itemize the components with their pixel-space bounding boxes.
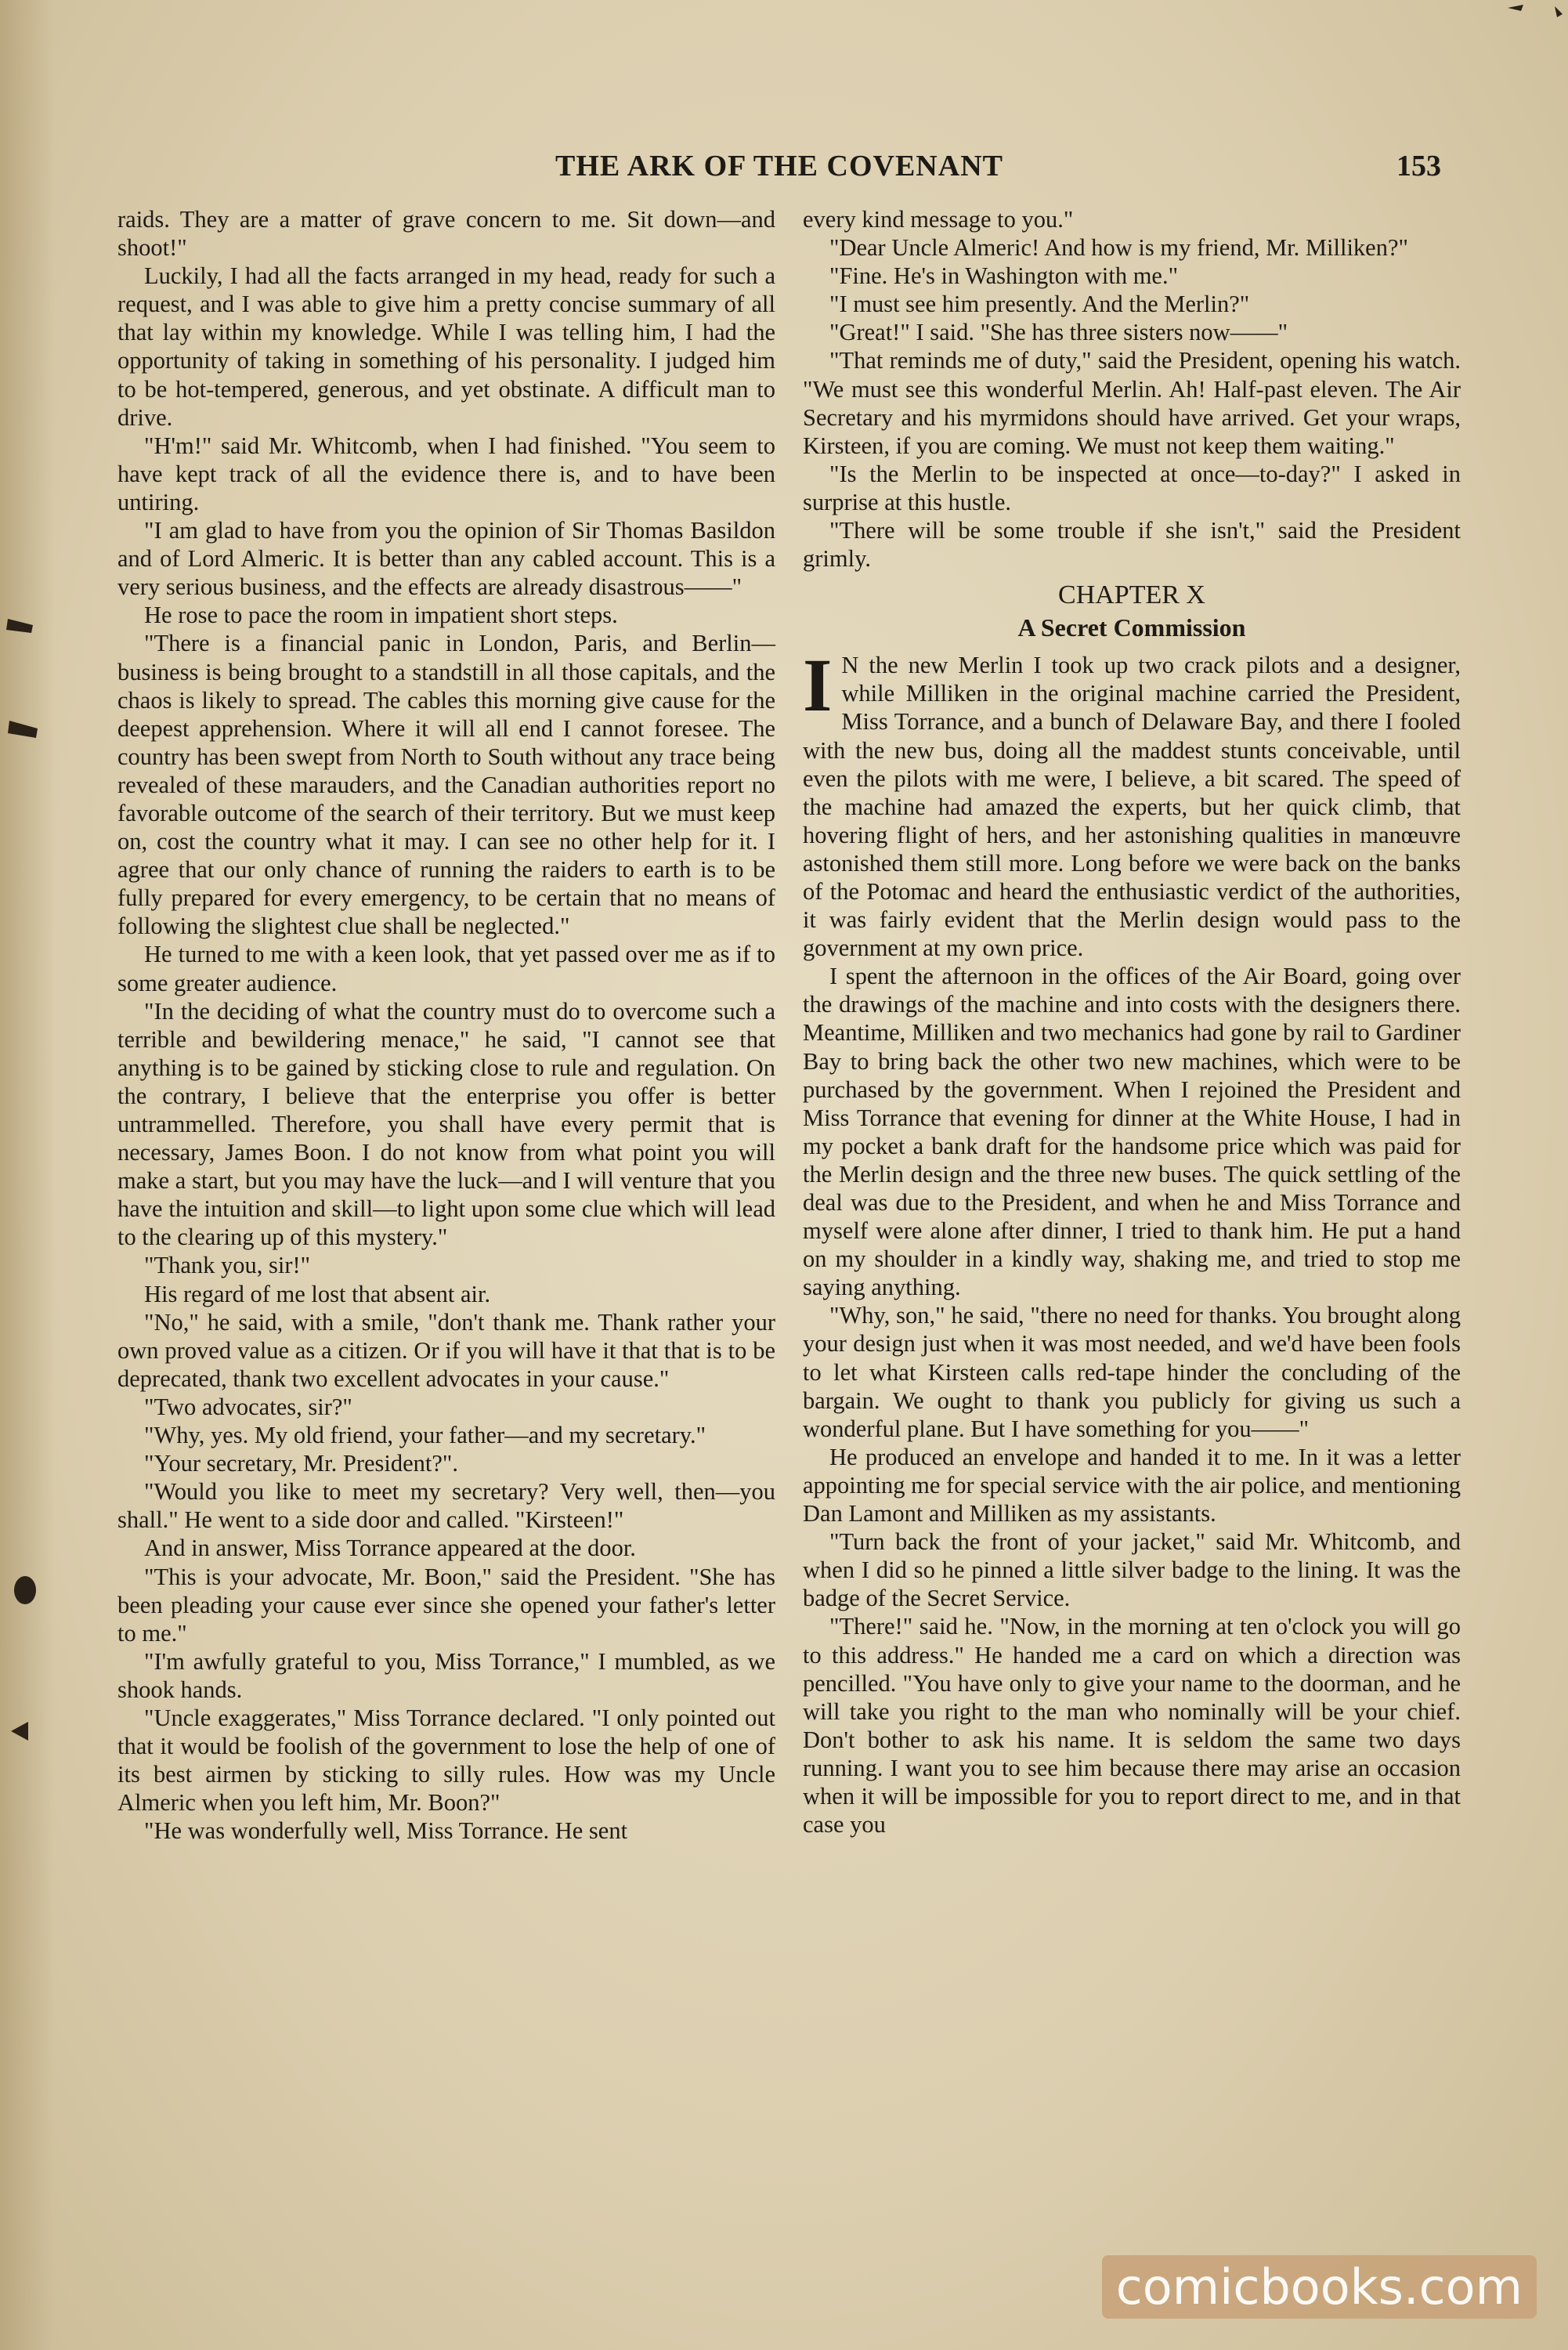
paragraph: "This is your advocate, Mr. Boon," said the President. "She has been pleading your cause ever since she opened your father's letter to me." bbox=[117, 1563, 775, 1647]
right-column-before-chapter bbox=[803, 205, 1461, 573]
binding-hole-mark bbox=[11, 1722, 28, 1741]
paragraph: I spent the afternoon in the offices of the Air Board, going over the drawings of the machine and into costs with the designers there. Meantime, Milliken and two mechanics had gone by rail to Gardiner Bay to bring back the other two new machines, which were to be purchased by the government. When I rejoined the President and Miss Torrance that evening for dinner at the White House, I had in my pocket a bank draft for the handsome price which was paid for the Merlin design and the three new buses. The quick settling of the deal was due to the President, and when he and Miss Torrance and myself were alone after dinner, I tried to thank him. He put a hand on my shoulder in a kindly way, shaking me, and tried to stop me saying anything. bbox=[803, 963, 1461, 1301]
paragraph: His regard of me lost that absent air. bbox=[144, 1280, 491, 1307]
chapter-title: A Secret Commission bbox=[1017, 613, 1246, 642]
drop-cap: I bbox=[803, 643, 833, 728]
paragraph: "In the deciding of what the country must do to overcome such a terrible and bewildering menace," he said, "I cannot see that anything is to be gained by sticking close to rule and regulation. On the contrary, I believe that the enterprise you offer is better untrammelled. Therefore, you shall have every permit that is necessary, James Boon. I do not know from what point you will make a start, but you may have the luck—and I will venture that you have the intuition and skill—to light upon some clue which will lead to the clearing up of this mystery." bbox=[117, 997, 775, 1251]
paragraph: "No," he said, with a smile, "don't thank me. Thank rather your own proved value as a citizen. Or if you will have it that that is to be deprecated, thank two excellent advocates in your cause." bbox=[117, 1308, 775, 1392]
page-number: 153 bbox=[1396, 150, 1441, 183]
paragraph: "Why, yes. My old friend, your father—and my secretary." bbox=[144, 1422, 706, 1449]
paragraph: Luckily, I had all the facts arranged in my head, ready for such a request, and I was able to give him a pretty concise summary of all that lay within my knowledge. While I was telling him, I had the opportunity of taking in something of his personality. I judged him to be hot-tempered, generous, and yet obstinate. A difficult man to drive. bbox=[117, 262, 775, 431]
paragraph: "Would you like to meet my secretary? Very well, then—you shall." He went to a side door and called. "Kirsteen!" bbox=[117, 1478, 775, 1534]
paragraph: "Two advocates, sir?" bbox=[144, 1393, 352, 1420]
paragraph: "H'm!" said Mr. Whitcomb, when I had finished. "You seem to have kept track of all the evidence there is, and to have been untiring. bbox=[117, 432, 775, 515]
paragraph: "I must see him presently. And the Merlin?" bbox=[829, 291, 1250, 318]
paragraph: He rose to pace the room in impatient short steps. bbox=[144, 602, 618, 629]
paragraph: "Dear Uncle Almeric! And how is my friend, Mr. Milliken?" bbox=[829, 234, 1408, 262]
paragraph: "I'm awfully grateful to you, Miss Torrance," I mumbled, as we shook hands. bbox=[117, 1647, 775, 1703]
paragraph: "Turn back the front of your jacket," said Mr. Whitcomb, and when I did so he pinned a little silver badge to the lining. It was the badge of the Secret Service. bbox=[803, 1528, 1461, 1612]
paragraph: "Great!" I said. "She has three sisters now——" bbox=[829, 319, 1288, 346]
binding-hole-mark bbox=[6, 619, 33, 633]
paragraph: He turned to me with a keen look, that yet passed over me as if to some greater audience. bbox=[117, 941, 775, 996]
binding-hole-mark bbox=[14, 1576, 36, 1604]
left-column bbox=[117, 205, 775, 1845]
binding-hole-mark bbox=[8, 721, 38, 738]
paragraph: "That reminds me of duty," said the President, opening his watch. "We must see this wonderful Merlin. Ah! Half-past eleven. The Air Secretary and his myrmidons should have arrived. Get your wraps, Kirsteen, if you are coming. We must not keep them waiting." bbox=[803, 347, 1461, 459]
paragraph: "Thank you, sir!" bbox=[144, 1252, 311, 1279]
paragraph: And in answer, Miss Torrance appeared at the door. bbox=[144, 1535, 636, 1562]
running-title: THE ARK OF THE COVENANT bbox=[555, 150, 1003, 183]
paragraph: "Uncle exaggerates," Miss Torrance declared. "I only pointed out that it would be foolish of the government to lose the help of one of its best airmen by sticking to silly rules. How was my Uncle Almeric when you left him, Mr. Boon?" bbox=[117, 1704, 775, 1817]
paragraph: He produced an envelope and handed it to me. In it was a letter appointing me for special service with the air police, and mentioning Dan Lamont and Milliken as my assistants. bbox=[803, 1443, 1461, 1528]
paragraph: "He was wonderfully well, Miss Torrance. He sent bbox=[144, 1817, 628, 1845]
watermark-logo: comicbooks.com bbox=[1102, 2255, 1537, 2319]
right-column bbox=[803, 205, 1461, 1838]
paragraph: "There will be some trouble if she isn't," said the President grimly. bbox=[803, 517, 1461, 573]
chapter-number: CHAPTER X bbox=[1058, 580, 1205, 610]
corner-ink-mark bbox=[1508, 5, 1563, 17]
paragraph: "There!" said he. "Now, in the morning at ten o'clock you will go to this address." He handed me a card on which a direction was pencilled. "You have only to give your name to the doorman, and he will take you right to the man who nominally will be your chief. Don't bother to ask his name. It is seldom the same two days running. I want you to see him because there may arise an occasion when it will be impossible for you to report direct to me, and in that case you bbox=[803, 1613, 1461, 1838]
paragraph: "I am glad to have from you the opinion of Sir Thomas Basildon and of Lord Almeric. It is better than any cabled account. This is a very serious business, and the effects are already disastrous——" bbox=[117, 517, 775, 601]
paragraph: raids. They are a matter of grave concern to me. Sit down—and shoot!" bbox=[117, 206, 775, 262]
paragraph: "There is a financial panic in London, Paris, and Berlin—business is being brought to a standstill in all those capitals, and the chaos is likely to spread. The cables this morning give cause for the deepest apprehension. Where it will all end I cannot foresee. The country has been swept from North to South without any trace being revealed of these marauders, and the Canadian authorities report no favorable outcome of the search of their territory. But we must keep on, cost the country what it may. I can see no other help for it. I agree that our only chance of running the raiders to earth is to be fully prepared for every emergency, to be certain that no means of following the slightest clue shall be neglected." bbox=[117, 630, 775, 940]
paragraph: every kind message to you." bbox=[803, 206, 1074, 233]
right-column-after-chapter bbox=[803, 643, 1461, 1838]
paragraph: "Fine. He's in Washington with me." bbox=[829, 262, 1179, 290]
paragraph: "Why, son," he said, "there no need for thanks. You brought along your design just when it was most needed, and we'd have been fools to let what Kirsteen calls red-tape hinder the concluding of the bargain. We ought to thank you publicly for giving us such a wonderful plane. But I have something for you——" bbox=[803, 1302, 1461, 1442]
paragraph: "Your secretary, Mr. President?". bbox=[144, 1450, 458, 1477]
paragraph: "Is the Merlin to be inspected at once—to-day?" I asked in surprise at this hustle. bbox=[803, 460, 1461, 515]
paragraph: N the new Merlin I took up two crack pilots and a designer, while Milliken in the original machine carried the President, Miss Torrance, and a bunch of Delaware Bay, and there I fooled with the new bus, doing all the maddest stunts conceivable, until even the pilots with me were, I believe, a bit scared. The speed of the machine had amazed the experts, but her quick climb, that hovering flight of hers, and her astonishing qualities in manœuvre astonished them still more. Long before we were back on the banks of the Potomac and heard the enthusiastic verdict of the authorities, it was fairly evident that the Merlin design would pass to the government at my own price. bbox=[803, 652, 1461, 962]
running-header bbox=[117, 149, 1441, 193]
